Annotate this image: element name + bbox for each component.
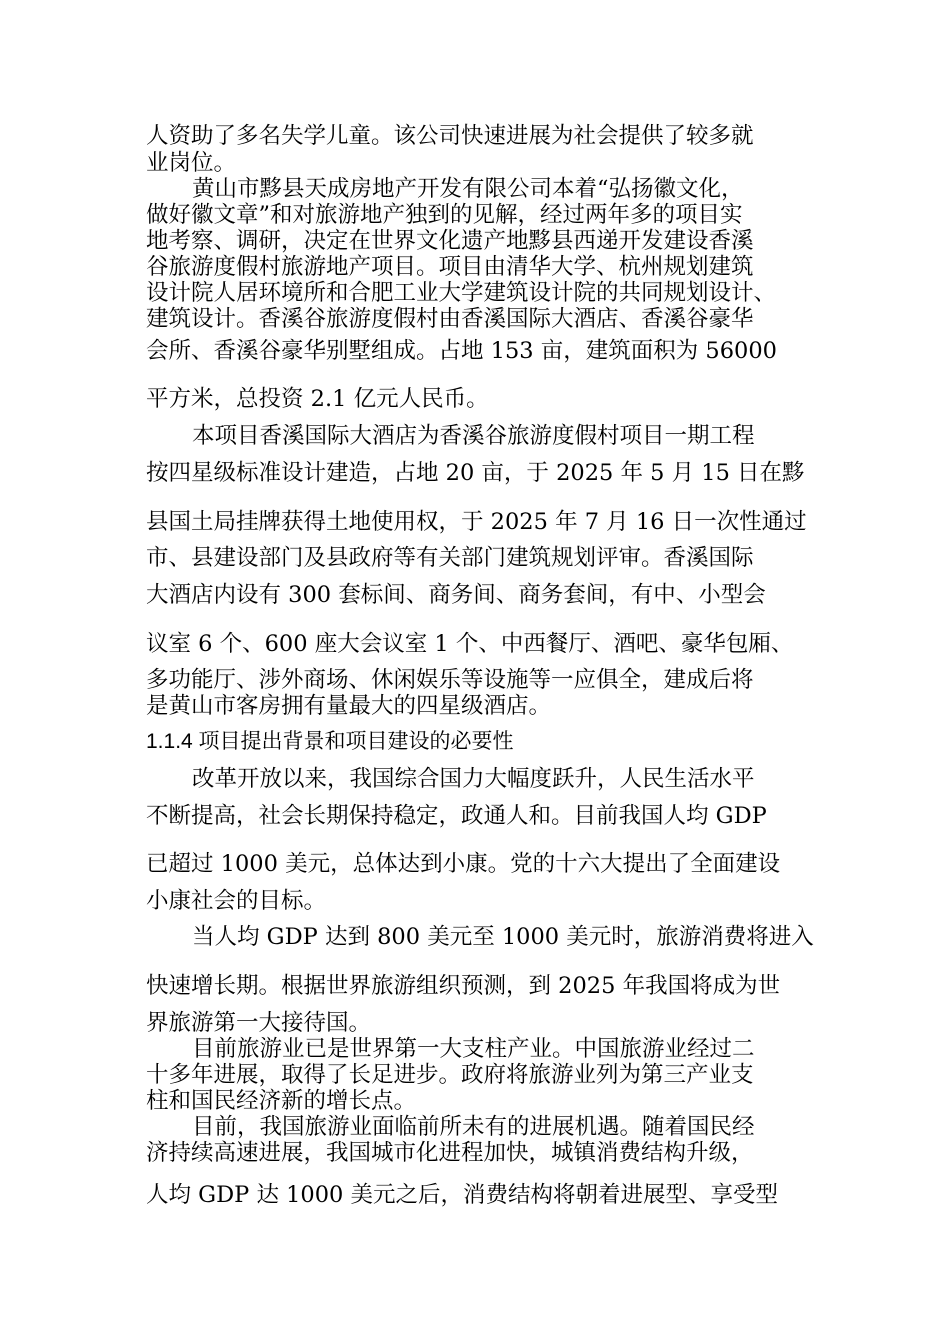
paragraph-first-line: 当人均 GDP 达到 800 美元至 1000 美元时，旅游消费将进入 [192,924,814,950]
body-text-line: 县国土局挂牌获得土地使用权，于 2025 年 7 月 16 日一次性通过 [146,509,807,535]
body-text-line: 已超过 1000 美元，总体达到小康。党的十六大提出了全面建设 [146,851,781,877]
paragraph-first-line: 改革开放以来，我国综合国力大幅度跃升，人民生活水平 [192,766,755,792]
body-text-line: 大酒店内设有 300 套标间、商务间、商务套间，有中、小型会 [146,582,766,608]
body-text-line: 做好徽文章”和对旅游地产独到的见解，经过两年多的项目实 [146,202,743,228]
paragraph-first-line: 本项目香溪国际大酒店为香溪谷旅游度假村项目一期工程 [192,423,755,449]
body-text-line: 业岗位。 [146,150,237,176]
body-text-line: 济持续高速进展，我国城市化进程加快，城镇消费结构升级， [146,1140,754,1166]
paragraph-first-line: 目前旅游业已是世界第一大支柱产业。中国旅游业经过二 [192,1036,755,1062]
body-text-line: 市、县建设部门及县政府等有关部门建筑规划评审。香溪国际 [146,545,754,571]
body-text-line: 议室 6 个、600 座大会议室 1 个、中西餐厅、酒吧、豪华包厢、 [146,631,794,657]
body-text-line: 小康社会的目标。 [146,888,327,914]
body-text-line: 会所、香溪谷豪华别墅组成。占地 153 亩，建筑面积为 56000 [146,338,777,364]
paragraph-first-line: 黄山市黟县天成房地产开发有限公司本着“弘扬徽文化， [192,176,744,202]
body-text-line: 地考察、调研，决定在世界文化遗产地黟县西递开发建设香溪 [146,228,754,254]
body-text-line: 快速增长期。根据世界旅游组织预测，到 2025 年我国将成为世 [146,973,781,999]
body-text-line: 人资助了多名失学儿童。该公司快速进展为社会提供了较多就 [146,123,754,149]
body-text-line: 界旅游第一大接待国。 [146,1010,372,1036]
body-text-line: 多功能厅、涉外商场、休闲娱乐等设施等一应俱全，建成后将 [146,667,754,693]
body-text-line: 柱和国民经济新的增长点。 [146,1088,417,1114]
body-text-line: 是黄山市客房拥有量最大的四星级酒店。 [146,693,552,719]
body-text-line: 设计院人居环境所和合肥工业大学建筑设计院的共同规划设计、 [146,280,777,306]
body-text-line: 人均 GDP 达 1000 美元之后，消费结构将朝着进展型、享受型 [146,1182,779,1208]
body-text-line: 不断提高，社会长期保持稳定，政通人和。目前我国人均 GDP [146,803,767,829]
paragraph-first-line: 目前，我国旅游业面临前所未有的进展机遇。随着国民经 [192,1114,755,1140]
body-text-line: 谷旅游度假村旅游地产项目。项目由清华大学、杭州规划建筑 [146,254,754,280]
body-text-line: 建筑设计。香溪谷旅游度假村由香溪国际大酒店、香溪谷豪华 [146,306,754,332]
body-text-line: 平方米，总投资 2.1 亿元人民币。 [146,386,489,412]
body-text-line: 十多年进展，取得了长足进步。政府将旅游业列为第三产业支 [146,1062,754,1088]
body-text-line: 按四星级标准设计建造，占地 20 亩，于 2025 年 5 月 15 日在黟 [146,460,805,486]
section-heading: 1.1.4 项目提出背景和项目建设的必要性 [146,730,514,753]
